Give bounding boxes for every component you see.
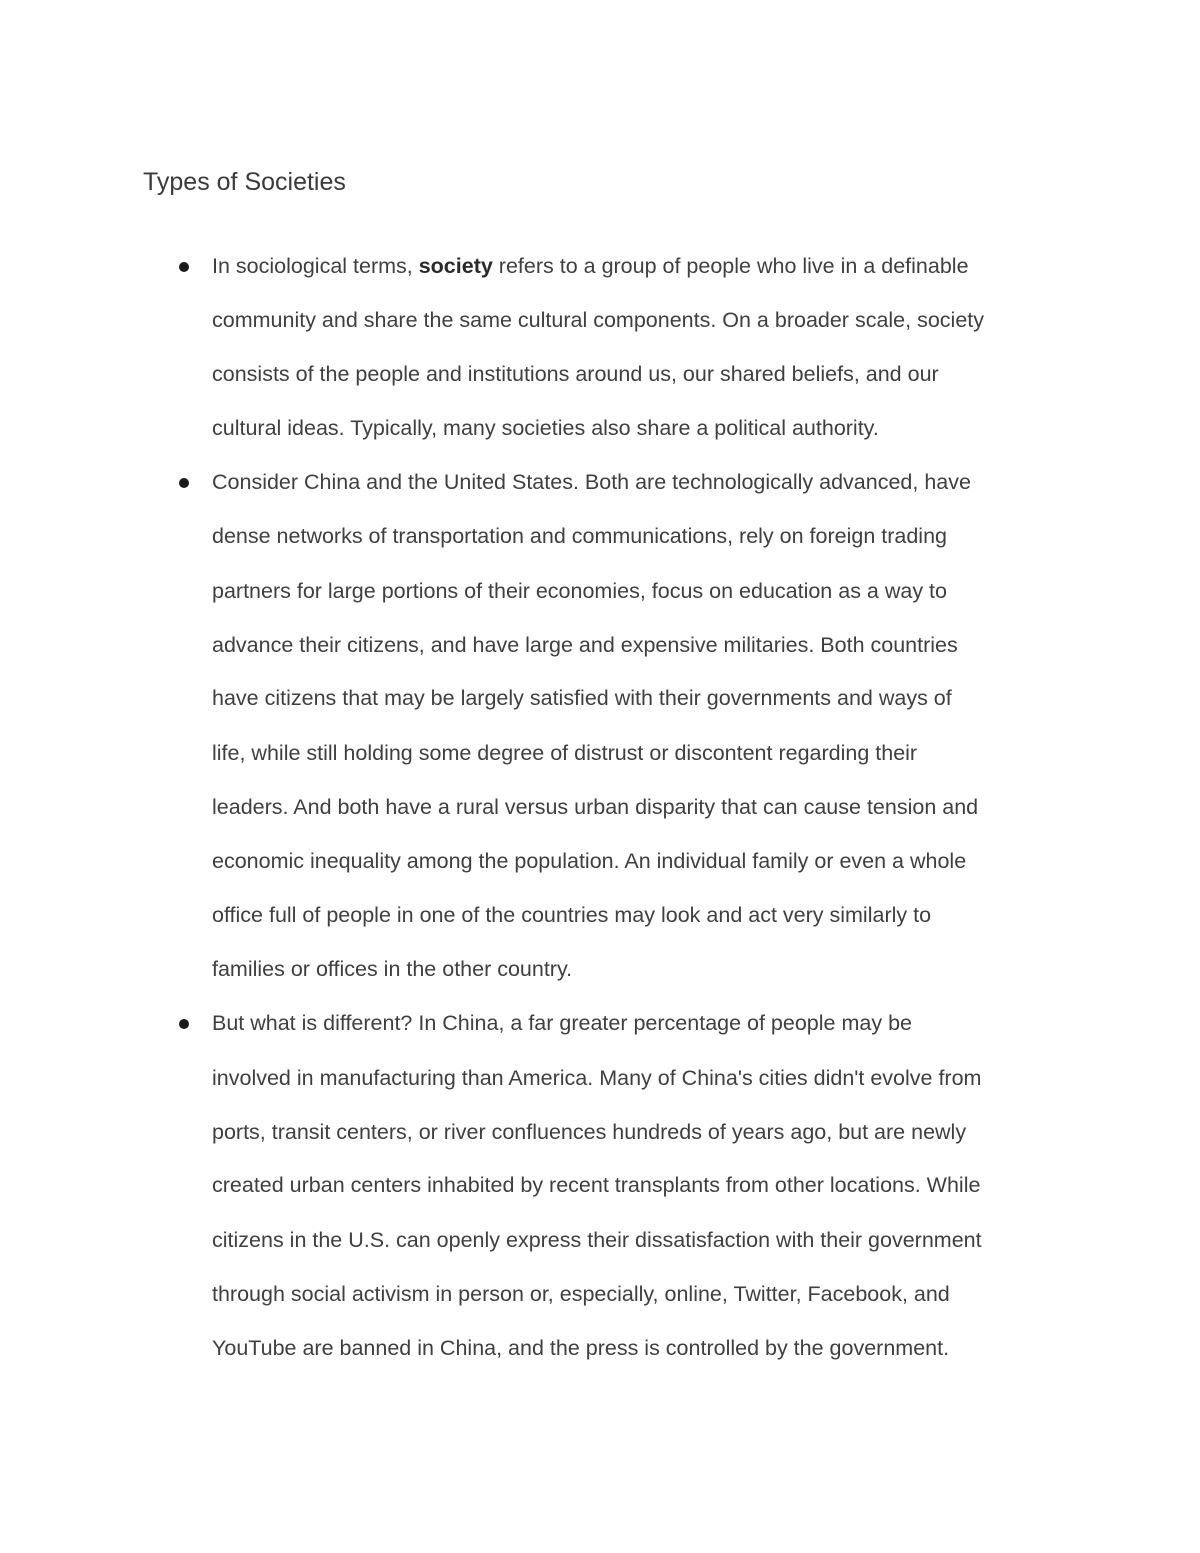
paragraph-line: have citizens that may be largely satisfied with their governments and ways of [212,686,952,710]
paragraph-line: economic inequality among the population. An individual family or even a whole [212,849,967,873]
paragraph-line: Consider China and the United States. Both are technologically advanced, have [212,470,971,494]
paragraph-line: life, while still holding some degree of distrust or discontent regarding their [212,741,918,765]
text-run: refers to a group of people who live in a definable [492,254,969,278]
document-title: Types of Societies [143,168,346,196]
paragraph-line: advance their citizens, and have large and expensive militaries. Both countries [212,633,958,657]
paragraph-line: created urban centers inhabited by recent transplants from other locations. While [212,1173,981,1197]
paragraph-line [212,252,969,280]
bullet-dot-icon [179,262,189,272]
bullet-dot-icon [179,478,189,488]
paragraph-line: office full of people in one of the countries may look and act very similarly to [212,903,932,927]
paragraph-line: consists of the people and institutions around us, our shared beliefs, and our [212,362,939,386]
text-run: In sociological terms, [212,254,419,278]
paragraph-line: But what is different? In China, a far greater percentage of people may be [212,1011,912,1035]
paragraph-line: families or offices in the other country. [212,957,573,981]
paragraph-line: cultural ideas. Typically, many societies also share a political authority. [212,416,879,440]
paragraph-line: dense networks of transportation and communications, rely on foreign trading [212,524,947,548]
paragraph-line: leaders. And both have a rural versus urban disparity that can cause tension and [212,795,979,819]
paragraph-line: community and share the same cultural components. On a broader scale, society [212,308,984,332]
paragraph-line: involved in manufacturing than America. Many of China's cities didn't evolve from [212,1066,982,1090]
paragraph-line: partners for large portions of their economies, focus on education as a way to [212,579,947,603]
paragraph-line: YouTube are banned in China, and the press is controlled by the government. [212,1336,950,1360]
paragraph-line: ports, transit centers, or river confluences hundreds of years ago, but are newly [212,1120,967,1144]
paragraph-line: citizens in the U.S. can openly express their dissatisfaction with their government [212,1228,982,1252]
paragraph-line: through social activism in person or, especially, online, Twitter, Facebook, and [212,1282,950,1306]
bold-term: society [418,254,493,278]
bullet-dot-icon [179,1019,189,1029]
